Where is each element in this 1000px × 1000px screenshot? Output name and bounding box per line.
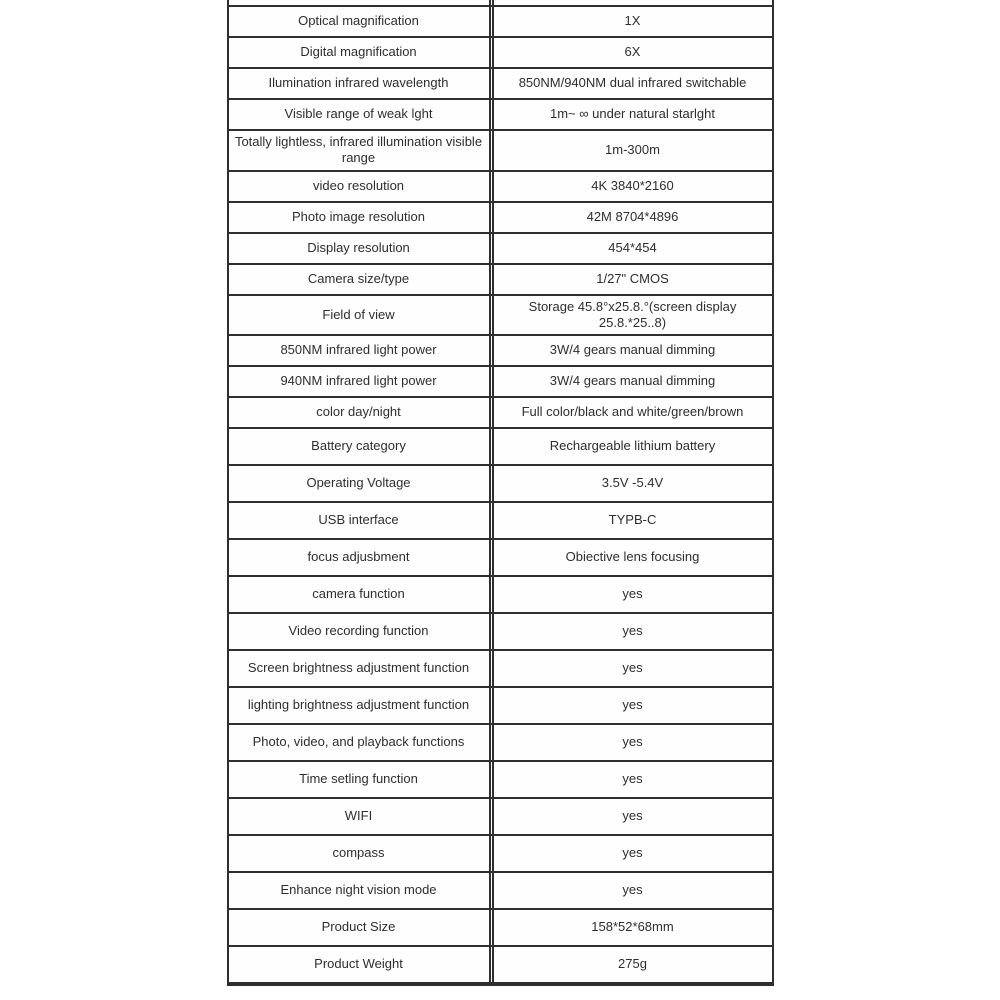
- table-row: [229, 651, 772, 688]
- spec-value: 1X: [489, 7, 772, 36]
- table-row: [229, 614, 772, 651]
- spec-value: yes: [489, 873, 772, 908]
- spec-label: Product Size: [321, 919, 396, 935]
- table-row: [229, 799, 772, 836]
- table-row: [229, 836, 772, 873]
- spec-label: lighting brightness adjustment function: [247, 697, 470, 713]
- table-row: [229, 398, 772, 429]
- spec-value: yes: [489, 651, 772, 686]
- spec-value: 6X: [489, 38, 772, 67]
- spec-value: Storage 45.8°x25.8.°(screen display 25.8.*25..8): [489, 296, 772, 335]
- table-row: [229, 429, 772, 466]
- spec-value: 42M 8704*4896: [489, 203, 772, 232]
- spec-value: TYPB-C: [489, 503, 772, 538]
- spec-value: 3W/4 gears manual dimming: [489, 336, 772, 365]
- table-row: [229, 172, 772, 203]
- spec-label: Optical magnification: [298, 13, 419, 29]
- spec-label: [229, 0, 489, 5]
- spec-label: Operating Voltage: [306, 475, 411, 491]
- table-row: [229, 336, 772, 367]
- spec-value: yes: [489, 688, 772, 723]
- spec-label: focus adjusbment: [307, 549, 410, 565]
- spec-label: color day/night: [316, 404, 401, 420]
- table-row: [229, 503, 772, 540]
- spec-label: Screen brightness adjustment function: [247, 660, 470, 676]
- spec-value: 1m~ ∞ under natural starlght: [489, 100, 772, 129]
- spec-label: Video recording function: [288, 623, 429, 639]
- spec-value: 1/27" CMOS: [489, 265, 772, 294]
- spec-value: 850NM/940NM dual infrared switchable: [489, 69, 772, 98]
- spec-value: 3.5V -5.4V: [489, 466, 772, 501]
- spec-value: yes: [489, 762, 772, 797]
- spec-table: [227, 0, 774, 986]
- spec-value: yes: [489, 799, 772, 834]
- table-row: [229, 203, 772, 234]
- table-row: [229, 688, 772, 725]
- spec-label: Photo, video, and playback functions: [252, 734, 465, 750]
- spec-label: Field of view: [322, 306, 395, 322]
- spec-value: Rechargeable lithium battery: [489, 429, 772, 464]
- spec-label: USB interface: [318, 512, 399, 528]
- spec-value: 1m-300m: [489, 131, 772, 170]
- table-row: [229, 540, 772, 577]
- table-row: [229, 466, 772, 503]
- spec-value: Full color/black and white/green/brown: [489, 398, 772, 427]
- table-row: [229, 38, 772, 69]
- spec-label: Digital magnification: [300, 44, 417, 60]
- spec-value: yes: [489, 725, 772, 760]
- table-row: [229, 577, 772, 614]
- spec-label: Photo image resolution: [292, 208, 425, 224]
- spec-value: 275g: [489, 947, 772, 982]
- spec-label: Time setling function: [299, 771, 418, 787]
- spec-label: Display resolution: [307, 239, 410, 255]
- spec-label: Totally lightless, infrared illumination visible range: [234, 134, 483, 166]
- table-row: [229, 762, 772, 799]
- spec-value: 3W/4 gears manual dimming: [489, 367, 772, 396]
- spec-value: yes: [489, 836, 772, 871]
- spec-value: yes: [489, 577, 772, 612]
- spec-label: WIFI: [344, 808, 373, 824]
- spec-label: Product Weight: [314, 956, 403, 972]
- spec-value: 158*52*68mm: [489, 910, 772, 945]
- spec-label: 850NM infrared light power: [280, 342, 437, 358]
- table-row: [229, 69, 772, 100]
- spec-label: 940NM infrared light power: [280, 373, 437, 389]
- table-row: [229, 234, 772, 265]
- table-row: [229, 367, 772, 398]
- spec-label: Visible range of weak lght: [284, 106, 433, 122]
- spec-label: compass: [332, 845, 385, 861]
- table-row: [229, 910, 772, 947]
- table-row: [229, 725, 772, 762]
- spec-value: yes: [489, 614, 772, 649]
- spec-value: 454*454: [489, 234, 772, 263]
- spec-label: Ilumination infrared wavelength: [268, 75, 449, 91]
- table-row: [229, 947, 772, 984]
- spec-value: Obiective lens focusing: [489, 540, 772, 575]
- table-row: [229, 131, 772, 172]
- table-row: [229, 873, 772, 910]
- table-row: [229, 296, 772, 337]
- spec-label: Camera size/type: [307, 270, 410, 286]
- spec-value: [489, 0, 772, 5]
- spec-label: Enhance night vision mode: [280, 882, 437, 898]
- spec-label: Battery category: [311, 438, 406, 454]
- table-row: [229, 7, 772, 38]
- table-row: [229, 100, 772, 131]
- table-row: [229, 265, 772, 296]
- spec-label: video resolution: [312, 177, 405, 193]
- spec-value: 4K 3840*2160: [489, 172, 772, 201]
- table-row: [229, 0, 772, 7]
- spec-label: camera function: [312, 586, 405, 602]
